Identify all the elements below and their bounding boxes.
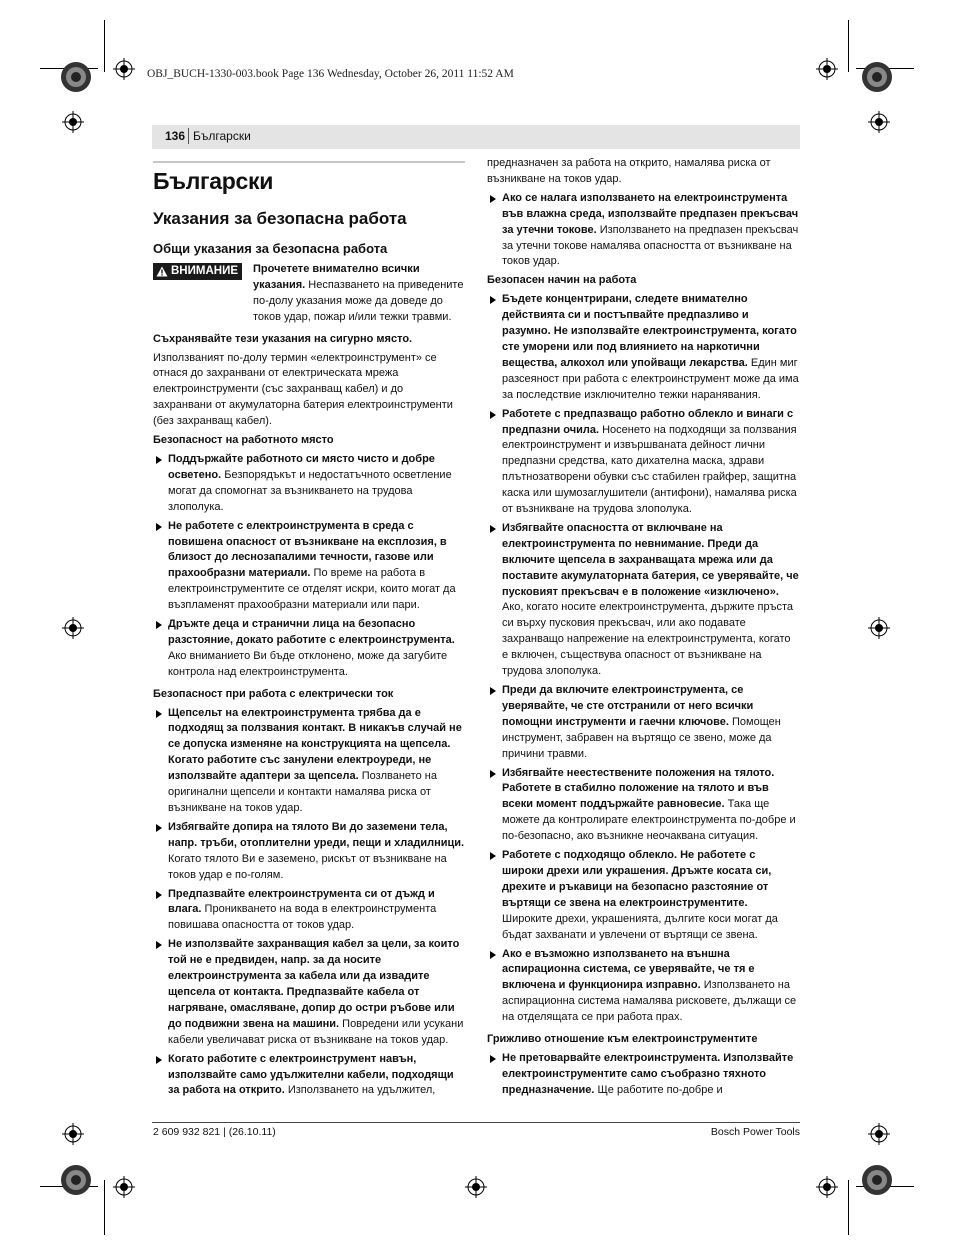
item-bold: Предпазвайте електроинструмента си от дъжд и влага. [168,887,435,916]
item-bold: Бъдете концентрирани, следете внимателно действията си и постъпвайте предпазливо и разумно. Не използвайте електроинструмента, когато сте уморени или под влиянието на наркотични вещества, алкохол или упойващи лекарства. [502,293,797,369]
item-text: Ще работите по-добре и [597,1083,723,1096]
bullet-triangle-icon [156,523,162,531]
footer-doc-number: 2 609 932 821 | (26.10.11) [153,1126,276,1138]
subsection-heading: Безопасност на работното място [153,434,334,447]
list-item [153,706,465,817]
crosshair-icon [113,58,135,80]
registration-target-icon [860,1163,894,1197]
warning-badge [153,263,242,280]
item-text: Помощен инструмент, забравен на въртящо се звено, може да причини травми. [502,715,781,760]
list-item [487,683,799,763]
item-bold: Избягвайте допира на тялото Ви до заземени тела, напр. тръби, отоплителни уреди, пещи и хладилници. [168,820,465,849]
header-divider [188,128,189,144]
item-text: По време на работа в електроинструментите се отделят искри, които могат да възпламенят прахообразни материали или пари. [168,567,456,612]
item-text: Когато тялото Ви е заземено, рискът от възникване на токов удар е по-голям. [168,852,447,881]
warning-lead: Прочетете внимателно всички указания. [253,263,420,291]
crosshair-icon [465,1176,487,1198]
list-item [487,766,799,846]
item-bold: Не претоварвайте електроинструмента. Използвайте електроинструментите само съобразно тяхното предназначение. [502,1051,794,1096]
list-item [153,452,465,516]
crosshair-icon [868,1123,890,1145]
item-bold: Дръжте деца и странични лица на безопасно разстояние, докато работите с електроинструмента. [168,618,455,646]
bullet-triangle-icon [490,195,496,203]
list-item [153,1052,465,1100]
crosshair-icon [868,111,890,133]
item-bold: Ако се налага използването на електроинструмента във влажна среда, използвайте предпазен прекъсвач за утечни токове. [502,191,799,236]
left-column [153,161,465,1102]
list-item [487,191,799,271]
item-text: Проникването на вода в електроинструмента повишава опасността от токов удар. [168,903,437,932]
term-definition: Използваният по-долу термин «електроинструмент» се отнася до захранвани от електрическата мрежа електроинструменти (със захранващ кабел) и до захранвани от акумулаторна батерия електроинструменти (без захранващ кабел). [153,351,453,428]
item-bold: Ако е възможно използването на външна аспирационна система, се уверявайте, че тя е включена и функционира изправно. [502,947,755,992]
crosshair-icon [868,617,890,639]
page-title: Български [153,168,274,194]
list-item [153,937,465,1048]
item-text: Използването на аспирационна система намалява рисковете, дължащи се на отделящата се при работа прах. [502,979,797,1024]
item-text: Позлването на оригинални щепсели и контакти намалява риска от възникване на токов удар. [168,770,437,814]
item-bold: Щепсельт на електроинструмента трябва да е подходящ за ползвания контакт. В никакъв случай не се допуска изменяне на конструкцията на щепсела. Когато работите със занулени електроуреди, не използвайте адаптери за щепсела. [168,706,462,783]
item-text: Ако вниманието Ви бъде отклонено, може да загубите контрола над електроинструмента. [168,649,448,678]
item-bold: Работете с подходящо облекло. Не работете с широки дрехи или украшения. Дръжте косата си, дрехите и ръкавици на безопасно разстояние от въртящи се звена на електроинструментите. [502,849,772,909]
bullet-triangle-icon [490,951,496,959]
print-slug: OBJ_BUCH-1330-003.book Page 136 Wednesday, October 26, 2011 11:52 AM [147,68,514,80]
list-item [487,947,799,1027]
page-number: 136 [165,129,186,143]
bullet-triangle-icon [490,687,496,695]
warning-text: Неспазването на приведените по-долу указания може да доведе до токов удар, пожар и/или тежки травми. [253,278,464,323]
item-text: Безпорядъкът и недостатъчното осветление могат да спомогнат за възникването на трудова злополука. [168,468,452,513]
subsection-heading: Безопасност при работа с електрически ток [153,687,394,700]
bullet-triangle-icon [156,891,162,899]
crosshair-icon [62,1123,84,1145]
item-text: Един миг разсеяност при работа с електроинструмент може да има за последствие изключително тежки наранявания. [502,356,799,401]
list-item [487,848,799,943]
bullet-triangle-icon [490,852,496,860]
subsection-heading: Безопасен начин на работа [487,274,637,287]
bullet-triangle-icon [156,824,162,832]
item-bold: Поддържайте работното си място чисто и добре осветено. [168,452,435,481]
bullet-triangle-icon [156,621,162,629]
general-safety-heading: Общи указания за безопасна работа [153,241,388,256]
item-text: Използването на предпазен прекъсвач за утечни токове намалява опасността от възникване на токов удар. [502,223,799,268]
list-item [153,617,465,681]
left-sections [153,433,465,1099]
registration-target-icon [59,1163,93,1197]
item-text: Широките дрехи, украшенията, дългите коси могат да бъдат захванати и увлечени от въртящи се звена. [502,912,778,941]
item-bold: Когато работите с електроинструмент навън, използвайте само удължителни кабели, подходящи за работа на открито. [168,1052,454,1097]
item-text: Ако, когато носите електроинструмента, държите пръста си върху пусковия прекъсвач, или ако подавате захранващо напрежение на електроинструмента, когато е включен, съществува опасност от възникване на трудова злополука. [502,601,793,678]
crosshair-icon [113,1176,135,1198]
item-bold: Избягвайте неестествените положения на тялото. Работете в стабилно положение на тялото и във всеки момент поддържайте равновесие. [502,766,775,811]
bullet-triangle-icon [156,710,162,718]
registration-target-icon [59,60,93,94]
item-bold: Не работете с електроинструмента в среда с повишена опасност от възникване на експлозия, в близост до леснозапалими течности, газове или прахообразни материали. [168,519,447,580]
registration-target-icon [860,60,894,94]
bullet-triangle-icon [490,1055,496,1063]
bullet-triangle-icon [490,525,496,533]
warning-badge-label: ВНИМАНИЕ [171,265,239,277]
title-rule [153,161,465,163]
subsection-heading: Грижливо отношение към електроинструментите [487,1033,758,1046]
bullet-triangle-icon [490,296,496,304]
continued-text: предназначен за работа на открито, намалява риска от възникване на токов удар. [487,157,771,185]
bullet-triangle-icon [490,411,496,419]
safety-heading: Указания за безопасна работа [153,209,407,228]
item-bold: Не използвайте захранващия кабел за цели, за които той не е предвиден, напр. за да носите електроинструмента за кабела или да извадите щепсела от контакта. Предпазвайте кабела от нагряване, омасляване, допир до остри ръбове или до подвижни звена на машини. [168,938,460,1030]
crosshair-icon [816,1176,838,1198]
warning-triangle-icon [156,266,168,277]
warning-block [153,262,465,329]
bullet-triangle-icon [156,1056,162,1064]
footer-rule [152,1122,800,1123]
list-item [153,820,465,884]
item-text: Повредени или усукани кабели увеличават риска от възникване на токов удар. [168,1017,464,1046]
right-sections [487,273,799,1098]
footer-brand: Bosch Power Tools [710,1126,800,1138]
keep-instructions: Съхранявайте тези указания на сигурно място. [153,332,413,345]
bullet-triangle-icon [156,456,162,464]
running-header [152,125,800,149]
list-item [487,292,799,403]
list-item [487,1051,799,1099]
item-text: Така ще можете да контролирате електроинструмента по-добре и по-безопасно, ако възникне неочаквана ситуация. [502,798,796,843]
item-bold: Преди да включите електроинструмента, се уверявайте, че сте отстранили от него всички помощни инструменти и гаечни ключове. [502,684,754,728]
item-bold: Избягвайте опасността от включване на електроинструмента по невнимание. Преди да включите щепсела в захранващата мрежа или да поставите акумулаторната батерия, се уверявайте, че пусковият прекъсвач е в положение «изключено». [502,521,799,598]
list-item [153,887,465,935]
item-bold: Работете с предпазващо работно облекло и винаги с предпазни очила. [502,407,794,436]
list-item [487,521,799,680]
list-item [487,407,799,518]
crosshair-icon [816,58,838,80]
right-column [487,156,799,1102]
item-text: Използването на удължител, [287,1084,436,1097]
list-item [153,519,465,614]
item-text: Носенето на подходящи за ползвания електроинструмент и извършваната дейност лични предпазни средства, като дихателна маска, здрави плътнозатворени обувки със стабилен грайфер, защитна каска или шумозаглушители (антифони), намалява риска от възникване на трудова злополука. [502,423,797,516]
header-section: Български [193,129,251,143]
bullet-triangle-icon [156,941,162,949]
crosshair-icon [62,617,84,639]
bullet-triangle-icon [490,770,496,778]
crosshair-icon [62,111,84,133]
